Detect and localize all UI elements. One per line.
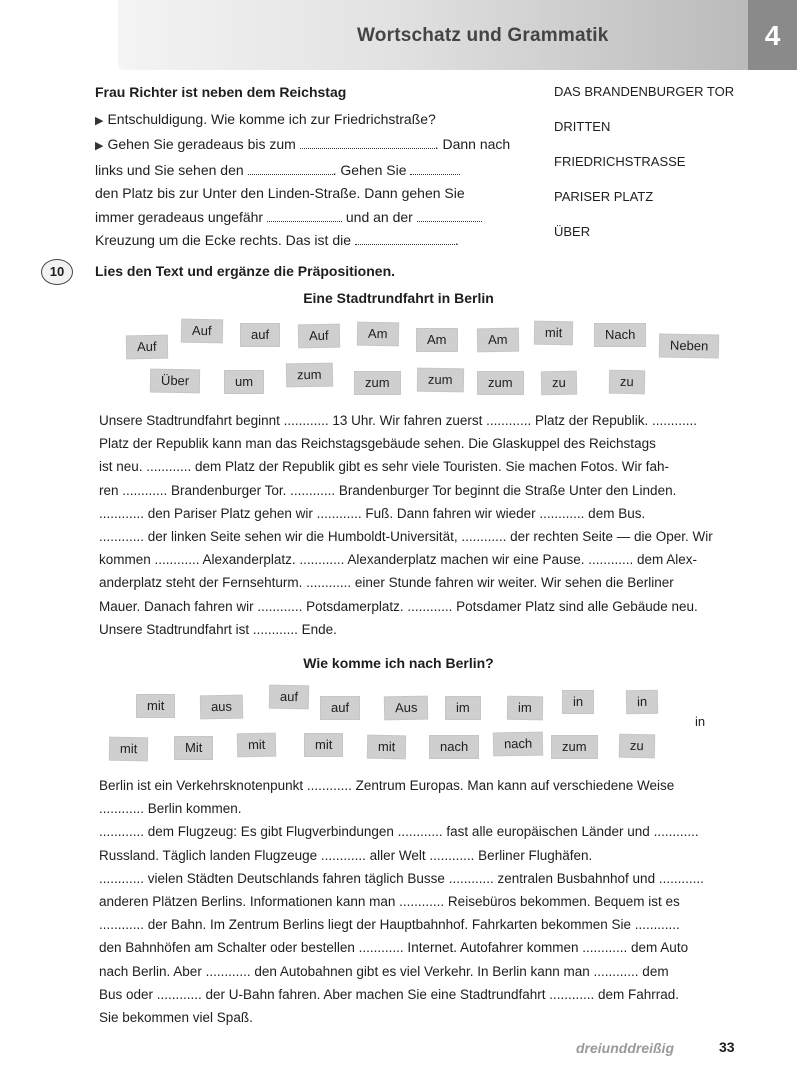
answer-option: PARISER PLATZ	[554, 189, 654, 204]
text-line: ............ vielen Städten Deutschlands fahren täglich Busse ............ zentralen Busbahnhof und ............	[99, 870, 704, 886]
word-tile[interactable]: zum	[478, 372, 523, 394]
word-tile[interactable]: mit	[305, 734, 342, 756]
section-title-wie-komme: Wie komme ich nach Berlin?	[303, 655, 494, 671]
word-tile[interactable]: Nach	[595, 324, 645, 346]
word-tile[interactable]: mit	[535, 322, 573, 345]
word-tile[interactable]: auf	[241, 324, 279, 346]
word-tile[interactable]: zu	[620, 735, 654, 758]
text-line: Platz der Republik kann man das Reichstagsgebäude sehen. Die Glaskuppel des Reichstags	[99, 436, 656, 452]
word-tile[interactable]: zum	[418, 369, 463, 392]
word-tile[interactable]: zu	[542, 372, 576, 395]
word-tile[interactable]: in	[563, 691, 593, 713]
text-line: anderen Plätzen Berlins. Informationen kann man ............ Reisebüros bekommen. Bequem ist es	[99, 894, 680, 910]
word-tile[interactable]: Am	[358, 323, 398, 346]
text-line: Sie bekommen viel Spaß.	[99, 1010, 253, 1026]
exercise-instruction: Lies den Text und ergänze die Präpositionen.	[95, 263, 396, 279]
word-tile[interactable]: um	[225, 371, 263, 393]
word-tile[interactable]: im	[446, 697, 480, 719]
text-line: Mauer. Danach fahren wir ............ Potsdamerplatz. ............ Potsdamer Platz sind alle Gebäude neu.	[99, 598, 698, 614]
text-line: kommen ............ Alexanderplatz. ............ Alexanderplatz machen wir eine Pause. ............ dem Alex-	[99, 552, 698, 568]
page-number: 33	[719, 1039, 735, 1055]
word-tile[interactable]: zum	[287, 364, 332, 387]
text-line: Unsere Stadtrundfahrt ist ............ Ende.	[99, 621, 337, 637]
word-tile[interactable]: in	[627, 691, 658, 714]
answer-option: FRIEDRICHSTRASSE	[554, 154, 686, 169]
text-line: anderplatz steht der Fernsehturm. ............ einer Stunde fahren wir weiter. Wir sehen die Berliner	[99, 575, 674, 591]
word-tile[interactable]: Neben	[660, 334, 719, 357]
text-wie-komme	[99, 774, 753, 1029]
word-tile[interactable]: Am	[417, 329, 457, 351]
dialog-line: immer geradeaus ungefähr und an der	[95, 206, 520, 229]
word-tile[interactable]: Am	[478, 329, 518, 352]
answer-option: DAS BRANDENBURGER TOR	[554, 84, 735, 99]
word-tile[interactable]: Auf	[182, 320, 222, 343]
text-line: ............ Berlin kommen.	[99, 801, 242, 817]
exercise-number-badge: 10	[41, 259, 73, 285]
word-tile[interactable]: Auf	[127, 336, 167, 359]
dialog-text	[95, 108, 520, 252]
word-tile[interactable]: mit	[137, 695, 174, 717]
answer-option: DRITTEN	[554, 119, 611, 134]
answer-blank[interactable]	[410, 164, 460, 175]
text-line: den Bahnhöfen am Schalter oder bestellen ............ Internet. Autofahrer kommen ............ dem Auto	[99, 940, 689, 956]
text-line: nach Berlin. Aber ............ den Autobahnen gibt es viel Verkehr. In Berlin kann man ............ dem	[99, 963, 669, 979]
text-stadtrundfahrt	[99, 409, 753, 641]
word-tile[interactable]: mit	[368, 736, 406, 759]
answer-blank[interactable]	[355, 234, 455, 245]
answer-blank[interactable]	[417, 211, 482, 222]
text-line: ............ dem Flugzeug: Es gibt Flugverbindungen ............ fast alle europäischen Länder und ............	[99, 824, 699, 840]
chapter-number: 4	[748, 0, 797, 70]
answer-blank[interactable]	[300, 138, 435, 149]
text-line: ............ der linken Seite sehen wir die Humboldt-Universität, ............ der rechten Seite — die Oper. Wir	[99, 529, 713, 545]
word-tile[interactable]: mit	[238, 734, 276, 757]
dialog-line: den Platz bis zur Unter den Linden-Straße. Dann gehen Sie	[95, 185, 465, 202]
word-tile[interactable]: nach	[430, 736, 478, 758]
word-tile[interactable]: zum	[355, 372, 400, 394]
word-tile[interactable]: in	[695, 714, 706, 729]
triangle-bullet-icon: ▶	[95, 140, 104, 153]
word-tile[interactable]: Über	[151, 370, 200, 393]
word-tile[interactable]: Mit	[175, 737, 212, 759]
dialog-line: Kreuzung um die Ecke rechts. Das ist die .	[95, 232, 459, 249]
section-title-stadtrundfahrt: Eine Stadtrundfahrt in Berlin	[303, 290, 494, 306]
answer-list	[554, 84, 774, 259]
answer-blank[interactable]	[248, 164, 333, 175]
page-number-word: dreiunddreißig	[576, 1040, 674, 1056]
word-tile[interactable]: Aus	[385, 697, 428, 720]
text-line: ............ der Bahn. Im Zentrum Berlins liegt der Hauptbahnhof. Fahrkarten bekommen Sie ............	[99, 917, 680, 933]
text-line: ren ............ Brandenburger Tor. ............ Brandenburger Tor beginnt die Straße Unter den Linden.	[99, 482, 677, 498]
dialog-line: ▶ Entschuldigung. Wie komme ich zur Friedrichstraße?	[95, 111, 436, 127]
dialog-title: Frau Richter ist neben dem Reichstag	[95, 84, 347, 100]
word-tile[interactable]: Auf	[299, 325, 339, 348]
answer-blank[interactable]	[267, 211, 342, 222]
triangle-bullet-icon: ▶	[95, 115, 104, 127]
word-tile[interactable]: auf	[270, 686, 308, 709]
word-tile[interactable]: nach	[494, 733, 543, 756]
text-line: Bus oder ............ der U-Bahn fahren. Aber machen Sie eine Stadtrundfahrt ............ dem Fahrrad.	[99, 986, 680, 1002]
word-tile[interactable]: im	[508, 697, 542, 720]
word-tile[interactable]: zum	[552, 736, 597, 758]
word-tile[interactable]: auf	[321, 697, 359, 719]
text-line: ist neu. ............ dem Platz der Republik gibt es sehr viele Touristen. Sie machen Fotos. Wir fah-	[99, 459, 669, 475]
dialog-line: links und Sie sehen den . Gehen Sie	[95, 159, 520, 182]
word-tile[interactable]: aus	[201, 696, 242, 719]
text-line: Unsere Stadtrundfahrt beginnt ............ 13 Uhr. Wir fahren zuerst ............ Platz der Republik. ............	[99, 413, 698, 428]
text-line: Berlin ist ein Verkehrsknotenpunkt ............ Zentrum Europas. Man kann auf verschiedene Weise	[99, 778, 675, 793]
text-line: ............ den Pariser Platz gehen wir ............ Fuß. Dann fahren wir wieder ............ dem Bus.	[99, 505, 646, 521]
dialog-line: ▶ Gehen Sie geradeaus bis zum . Dann nach	[95, 136, 511, 153]
text-line: Russland. Täglich landen Flugzeuge ............ aller Welt ............ Berliner Flughäfen.	[99, 847, 593, 863]
section-header-title: Wortschatz und Grammatik	[357, 25, 609, 46]
word-tile[interactable]: zu	[610, 371, 644, 394]
answer-option: ÜBER	[554, 224, 591, 239]
word-tile[interactable]: mit	[110, 738, 148, 761]
